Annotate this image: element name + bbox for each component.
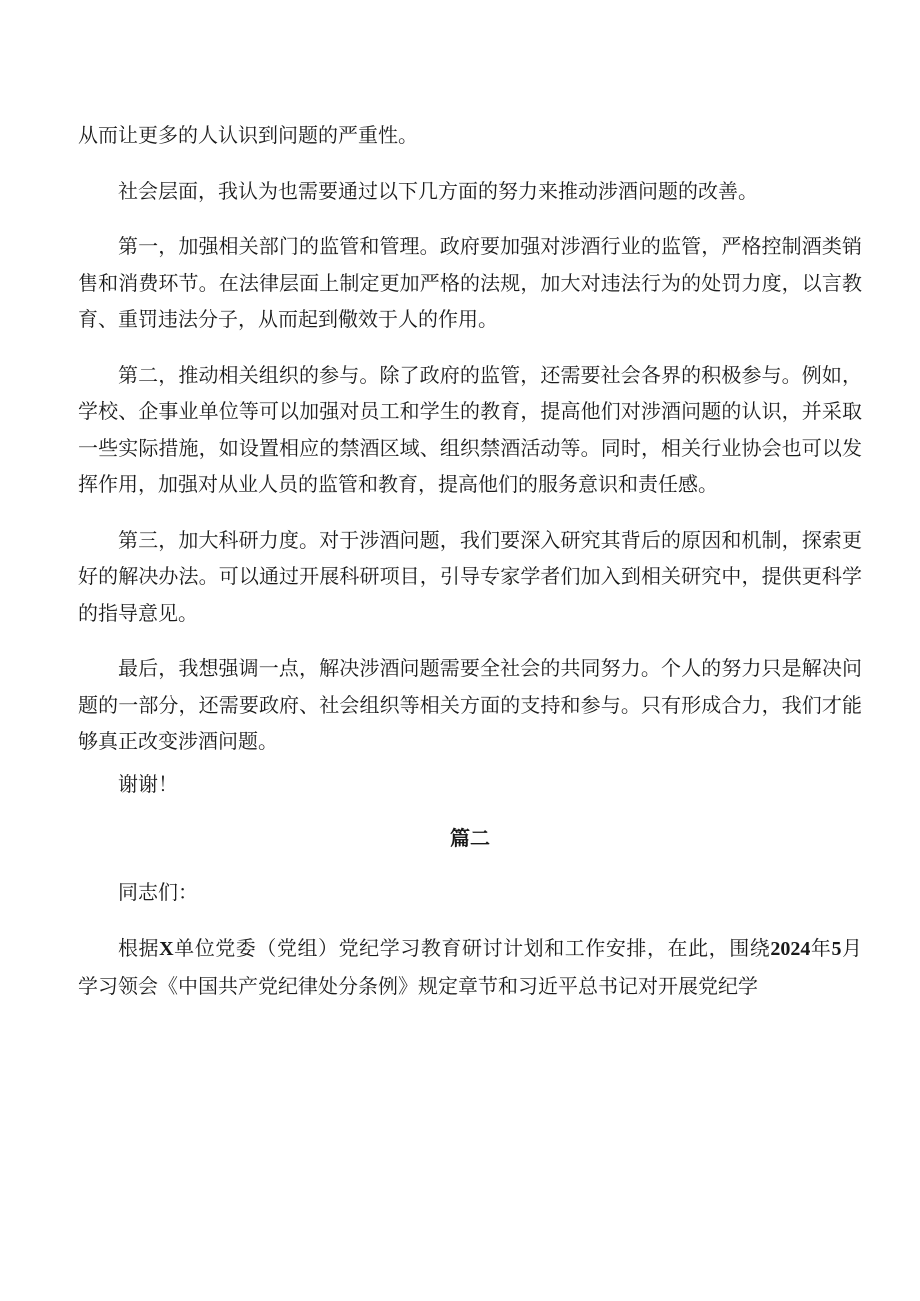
section-title: 篇二 <box>450 826 490 850</box>
paragraph-conclusion: 最后，我想强调一点，解决涉酒问题需要全社会的共同努力。个人的努力只是解决问题的一部分，还需要政府、社会组织等相关方面的支持和参与。只有形成合力，我们才能够真正改变涉酒问题。 <box>78 656 862 753</box>
study-plan-unit: X <box>159 938 174 960</box>
document-page <box>78 117 862 1004</box>
study-plan-text-3: 年 <box>810 936 832 960</box>
paragraph-intro-continuation: 从而让更多的人认识到问题的严重性。 <box>78 123 418 147</box>
study-plan-month: 5 <box>831 938 842 960</box>
paragraph-first-point: 第一，加强相关部门的监管和管理。政府要加强对涉酒行业的监管，严格控制酒类销售和消费环节。在法律层面上制定更加严格的法规，加大对违法行为的处罚力度，以言教育、重罚违法分子，从而起到儆效于人的作用。 <box>78 234 862 331</box>
study-plan-text-2: 单位党委（党组）党纪学习教育研讨计划和工作安排，在此，围绕 <box>173 936 771 960</box>
paragraph-third-point: 第三，加大科研力度。对于涉酒问题，我们要深入研究其背后的原因和机制，探索更好的解决办法。可以通过开展科研项目，引导专家学者们加入到相关研究中，提供更科学的指导意见。 <box>78 527 862 625</box>
study-plan-year: 2024 <box>770 938 811 960</box>
study-plan-text-1: 根据 <box>118 936 160 960</box>
greeting-line: 同志们： <box>118 879 198 904</box>
paragraph-social-level: 社会层面，我认为也需要通过以下几方面的努力来推动涉酒问题的改善。 <box>118 178 758 203</box>
study-plan-text-4: 月学习领会《中国共产党纪律处分条例》规定章节和习近平总书记对开展党纪学 <box>78 936 863 998</box>
paragraph-study-plan <box>78 930 862 1004</box>
thanks-line: 谢谢！ <box>118 771 178 796</box>
paragraph-second-point: 第二，推动相关组织的参与。除了政府的监管，还需要社会各界的积极参与。例如，学校、企事业单位等可以加强对员工和学生的教育，提高他们对涉酒问题的认识，并采取一些实际措施，如设置相应的禁酒区域、组织禁酒活动等。同时，相关行业协会也可以发挥作用，加强对从业人员的监管和教育，提高他们的服务意识和责任感。 <box>78 362 862 496</box>
